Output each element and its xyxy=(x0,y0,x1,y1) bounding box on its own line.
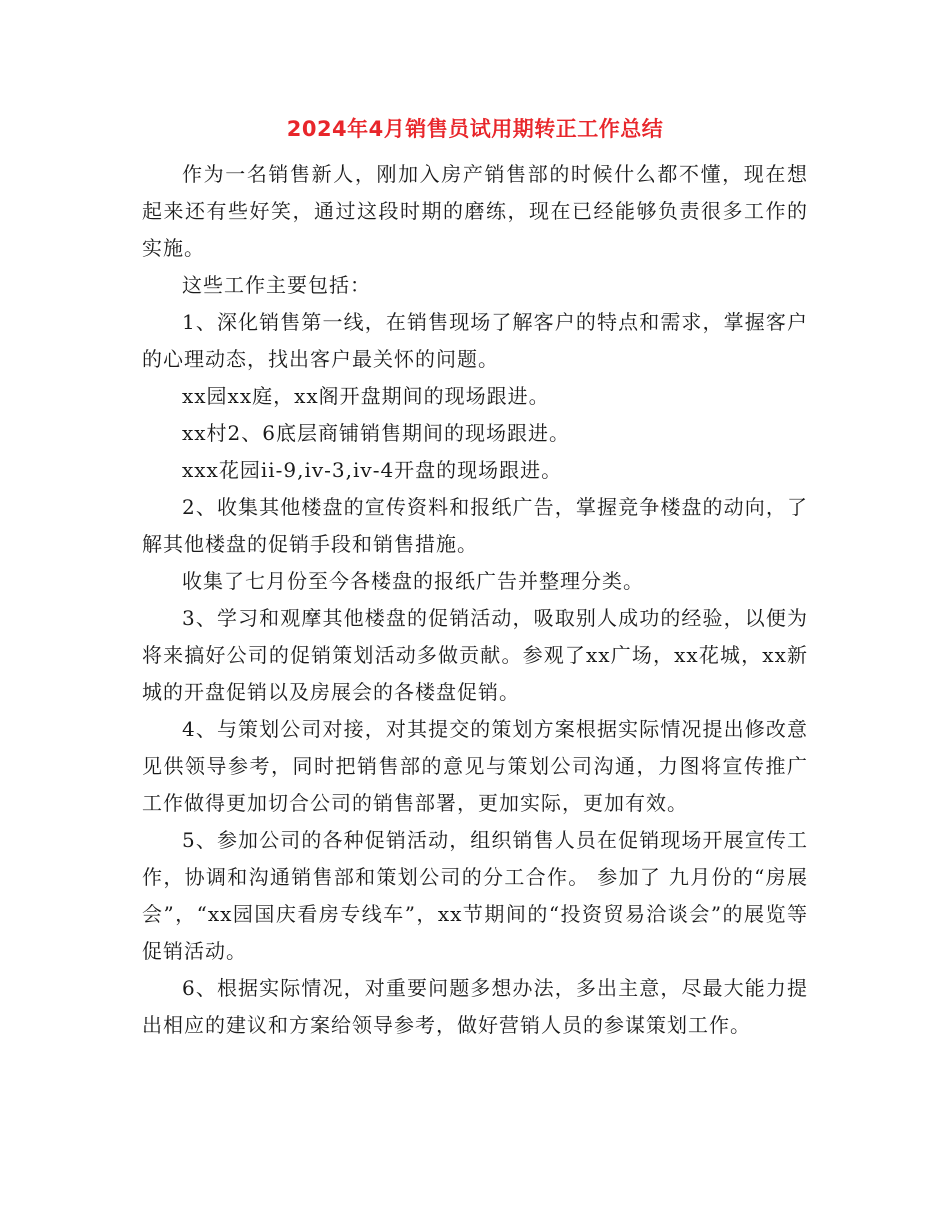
paragraph-intro: 作为一名销售新人，刚加入房产销售部的时候什么都不懂，现在想起来还有些好笑，通过这段时期的磨练，现在已经能够负责很多工作的实施。 xyxy=(142,162,808,260)
paragraph-item-1-detail-a: xx园xx庭，xx阁开盘期间的现场跟进。 xyxy=(182,384,550,408)
paragraph-item-1-detail-c: xxx花园ii-9,iv-3,iv-4开盘的现场跟进。 xyxy=(182,458,563,482)
paragraph-work-items-heading: 这些工作主要包括： xyxy=(182,273,371,297)
paragraph-item-2-detail: 收集了七月份至今各楼盘的报纸广告并整理分类。 xyxy=(182,569,644,593)
paragraph-item-3: 3、学习和观摩其他楼盘的促销活动，吸取别人成功的经验，以便为将来搞好公司的促销策划活动多做贡献。参观了xx广场，xx花城，xx新城的开盘促销以及房展会的各楼盘促销。 xyxy=(142,606,808,704)
paragraph-item-4: 4、与策划公司对接，对其提交的策划方案根据实际情况提出修改意见供领导参考，同时把销售部的意见与策划公司沟通，力图将宣传推广工作做得更加切合公司的销售部署，更加实际，更加有效。 xyxy=(142,717,808,815)
document-title: 2024年4月销售员试用期转正工作总结 xyxy=(286,117,664,141)
paragraph-item-6: 6、根据实际情况，对重要问题多想办法，多出主意，尽最大能力提出相应的建议和方案给领导参考，做好营销人员的参谋策划工作。 xyxy=(142,976,808,1037)
paragraph-item-1-detail-b: xx村2、6底层商铺销售期间的现场跟进。 xyxy=(182,421,571,445)
paragraph-item-5: 5、参加公司的各种促销活动，组织销售人员在促销现场开展宣传工作，协调和沟通销售部和策划公司的分工合作。 参加了 九月份的“房展会”，“xx园国庆看房专线车”，xx节期间的“投资贸易洽谈会”的展览等促销活动。 xyxy=(142,828,808,963)
paragraph-item-1: 1、深化销售第一线，在销售现场了解客户的特点和需求，掌握客户的心理动态，找出客户最关怀的问题。 xyxy=(142,310,808,371)
paragraph-item-2: 2、收集其他楼盘的宣传资料和报纸广告，掌握竞争楼盘的动向，了解其他楼盘的促销手段和销售措施。 xyxy=(142,495,808,556)
document-body xyxy=(142,156,808,1044)
